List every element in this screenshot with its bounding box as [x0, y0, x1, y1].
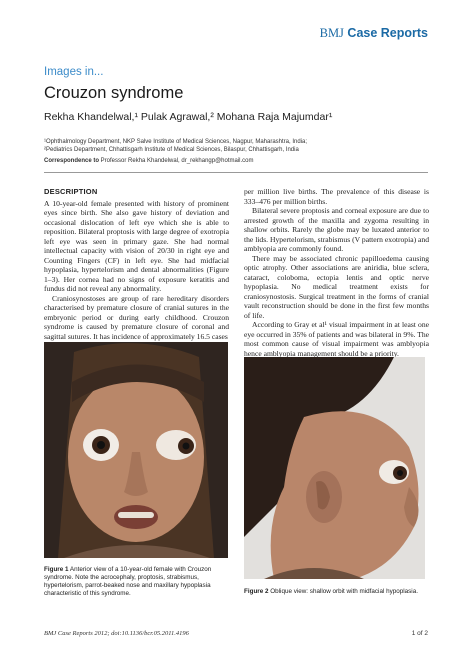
- paragraph: There may be associated chronic papilloedema causing optic atrophy. Other associations are aniridia, blue sclera, cataract, coloboma, ectopia lentis and optic nerve hypoplasia. No medical treatment exists for craniosynostosis. Surgical treatment in the forms of cranial vault reconstruction should be done in the first few months of life.: [244, 253, 429, 320]
- author-list: Rekha Khandelwal,¹ Pulak Agrawal,² Mohana Raja Majumdar¹: [44, 111, 333, 123]
- affiliation-2: ²Pediatrics Department, Chhattisgarh Institute of Medical Sciences, Bilaspur, Chhattisgarh, India: [44, 147, 299, 153]
- paragraph: per million live births. The prevalence of this disease is 333–476 per million births.: [244, 187, 429, 206]
- brand-case-reports: Case Reports: [343, 26, 428, 40]
- header-divider: [44, 172, 428, 173]
- section-kicker: Images in...: [44, 66, 104, 78]
- correspondence-label: Correspondence to: [44, 158, 100, 164]
- page-number: 1 of 2: [411, 630, 428, 637]
- correspondence-text: Professor Rekha Khandelwal, dr_rekhangp@hotmail.com: [99, 158, 254, 164]
- figure-1-label: Figure 1: [44, 566, 69, 573]
- figure-2-photo: [244, 357, 425, 579]
- paragraph: Bilateral severe proptosis and corneal exposure are due to arrested growth of the maxilla and zygoma resulting in shallow orbits. Rarely the globe may be luxated anterior to the lids. Hypertelorism, strabismus (V pattern exotropia) and amblyopia are commonly found.: [244, 206, 429, 253]
- correspondence: [44, 158, 254, 164]
- brand-bmj: BMJ: [319, 26, 344, 40]
- figure-2-caption-text: Oblique view: shallow orbit with midfacial hypoplasia.: [268, 588, 418, 595]
- description-heading: DESCRIPTION: [44, 187, 98, 196]
- paragraph: A 10-year-old female presented with history of prominent eyes since birth. She also gave history of deviation and occasional dislocation of left eye which she is able to reposition. Bilateral proptosis with large degree of exotropia left eye was seen in primary gaze. She had normal intellectual capacity with vision of 20/30 in right eye and Counting Fingers (CF) in left eye. She had midfacial hypoplasia, hypertelorism and dental abnormalities (Figure 1–3). Her cornea had no signs of exposure keratitis and fundus did not reveal any abnormality.: [44, 198, 229, 293]
- paragraph: According to Gray et al¹ visual impairment in at least one eye occurred in 35% of patients and was bilateral in 9%. The most common cause of visual impairment was amblyopia hence amblyopia management should be a priority.: [244, 320, 429, 358]
- text-column-right: [244, 187, 429, 358]
- paragraph: Craniosynostoses are group of rare hereditary disorders characterised by premature closure of cranial sutures in the embryonic period or during early childhood. Crouzon syndrome is caused by premature closure of coronal and sagittal sutures. It has incidence of approximately 16.5 cases: [44, 293, 229, 341]
- patient-oblique-photo: [244, 357, 425, 579]
- figure-1-photo: [44, 342, 228, 558]
- figure-2-label: Figure 2: [244, 588, 269, 595]
- affiliations: [44, 138, 424, 154]
- journal-brand[interactable]: [320, 26, 428, 41]
- citation-footer: BMJ Case Reports 2012; doi:10.1136/bcr.05.2011.4196: [44, 630, 189, 637]
- patient-frontal-photo: [44, 342, 228, 558]
- figure-2-caption: [244, 588, 428, 596]
- affiliation-1: ¹Ophthalmology Department, NKP Salve Institute of Medical Sciences, Nagpur, Maharashtra, India;: [44, 139, 308, 145]
- article-title: Crouzon syndrome: [44, 84, 184, 102]
- figure-1-caption: [44, 566, 228, 598]
- figure-1-caption-text: Anterior view of a 10-year-old female with Crouzon syndrome. Note the acrocephaly, proptosis, strabismus, hypertelorism, parrot-beaked nose and maxillary hypoplasia characteristic of this syndrome.: [44, 566, 212, 597]
- text-column-left: [44, 187, 229, 341]
